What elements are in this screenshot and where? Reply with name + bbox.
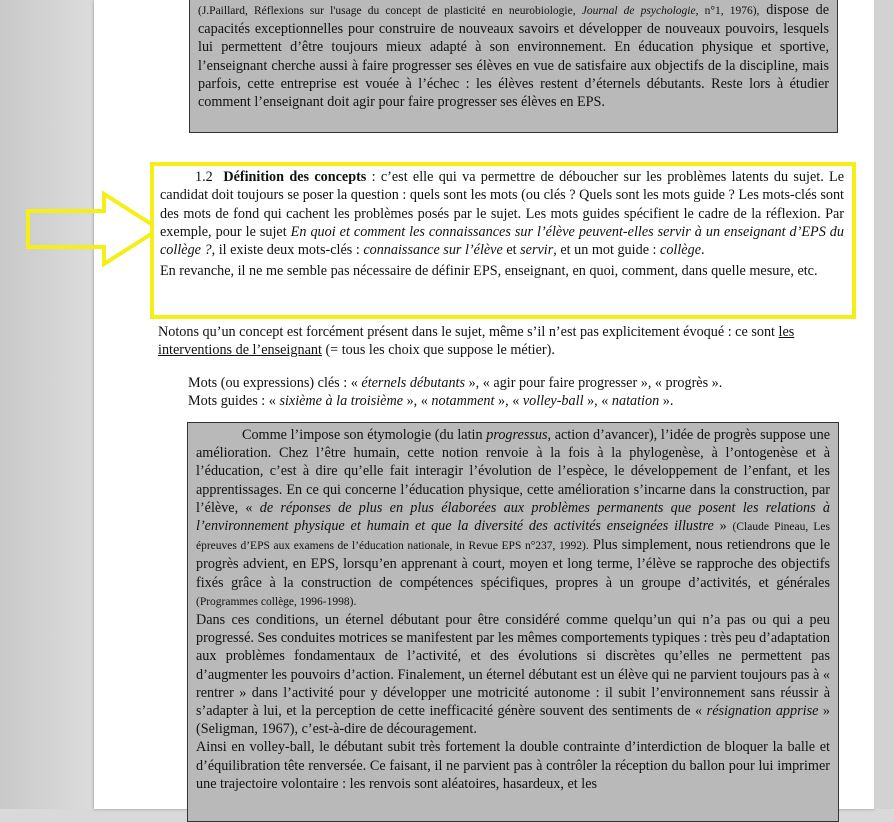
viewer-left-gutter — [0, 0, 94, 809]
progress-paragraph: Comme l’impose son étymologie (du latin progressus, action d’avancer), l’idée de progrès suppose une amélioration. Chez l’être humain, cette notion renvoie à la fois à la phylogenèse, à l’ontogenèse et à l’éducation, c’est à dire qu’elle fait interagir l’évolution de l’espèce, le développement de l’enfant, et les apprentissages. En ce qui concerne l’éducation physique, cette amélioration s’incarne dans la construction, par l’élève, « de réponses de plus en plus élaborées aux problèmes permanents que posent les relations à l’environnement physique et humain et que la diversité des activités enseignées illustre » (Claude Pineau, Les épreuves d’EPS aux examens de l’éducation nationale, in Revue EPS n°237, 1992). Plus simplement, nous retiendrons que le progrès advient, en EPS, lorsqu’en apprenant à court, moyen et long terme, l’élève se rapproche des objectifs fixés grâce à la construction de compétences spécifiques, propres à un groupe d’activités, et générales (Programmes collège, 1996-1998). — [196, 427, 831, 608]
definition-paragraph: 1.2 Définition des concepts : c’est elle qui va permettre de déboucher sur les problèmes latents du sujet. Le candidat doit toujours se poser la question : quels sont les mots (ou clés ? Quels sont les mots guide ? Les mots-clés sont des mots de fond qui cachent les problèmes posés par le sujet. Les mots guides spécifient le cadre de la réflexion. Par exemple, pour le sujet En quoi et comment les connaissances sur l’élève peuvent-elles servir à un enseignant d’EPS du collège ?, il existe deux mots-clés : connaissance sur l’élève et servir, et un mot guide : collège. — [160, 169, 844, 259]
keywords-block — [188, 374, 836, 411]
definition-highlight-box — [150, 162, 856, 319]
concept-note-paragraph: Notons qu’un concept est forcément présent dans le sujet, même s’il n’est pas explicitement évoqué : ce sont les interventions de l’enseignant (= tous les choix que suppose le métier). — [158, 324, 795, 359]
viewer-scrollbar-area[interactable] — [874, 0, 894, 809]
volleyball-paragraph: Ainsi en volley-ball, le débutant subit très fortement la double contrainte d’interdiction de bloquer la balle et d’équilibration tête renversée. Ce faisant, il ne parvient pas à contrôler la réception du ballon pour lui imprimer une trajectoire volontaire : les renvois sont aléatoires, hasardeux, et les — [196, 739, 830, 792]
definition-note: En revanche, il ne me semble pas nécessaire de définir EPS, enseignant, en quoi, comment, dans quelle mesure, etc. — [160, 263, 818, 280]
beginner-paragraph: Dans ces conditions, un éternel débutant pour être considéré comme quelqu’un qui n’a pas ou qui a peu progressé. Ses conduites motrices se manifestent par les mêmes comportements typiques : très peu d’adaptation aux problèmes fondamentaux de l’activité, et des évolutions si discrètes qu’elles ne permettent pas d’augmenter les pouvoirs d’action. Finalement, un éternel débutant est un élève qui ne parvient toujours pas à « rentrer » dans l’activité pour y développer une motricité autonome : il subit l’environnement sans réussir à s’adapter à lui, et la perception de cette inefficacité génère souvent des sentiments de « résignation apprise » (Seligman, 1967), c’est-à-dire de découragement. — [196, 612, 831, 738]
arrow-right-icon — [18, 190, 170, 268]
guide-words-line: Mots guides : « sixième à la troisième », « notamment », « volley-ball », « natation ». — [188, 393, 674, 410]
keywords-line: Mots (ou expressions) clés : « éternels débutants », « agir pour faire progresser », « progrès ». — [188, 375, 723, 391]
quote-box-top-text: (J.Paillard, Réflexions sur l'usage du concept de plasticité en neurobiologie, Journal de psychologie, n°1, 1976), dispose de capacités exceptionnelles pour construire de nouveaux savoirs et développer de nouveaux pouvoirs, lesquels lui permettent d’être toujours mieux adapté à son environnement. En éducation physique et sportive, l’enseignant cherche aussi à faire progresser ses élèves en vue de satisfaire aux objectifs de la discipline, mais parfois, cette entreprise est vouée à l’échec : les élèves restent d’éternels débutants. Reste lors à étudier comment l’enseignant doit agir pour faire progresser ses élèves en EPS. — [198, 2, 829, 111]
quote-box-top — [189, 0, 838, 133]
section-heading: Définition des concepts — [223, 169, 367, 185]
quote-box-bottom — [187, 422, 839, 822]
